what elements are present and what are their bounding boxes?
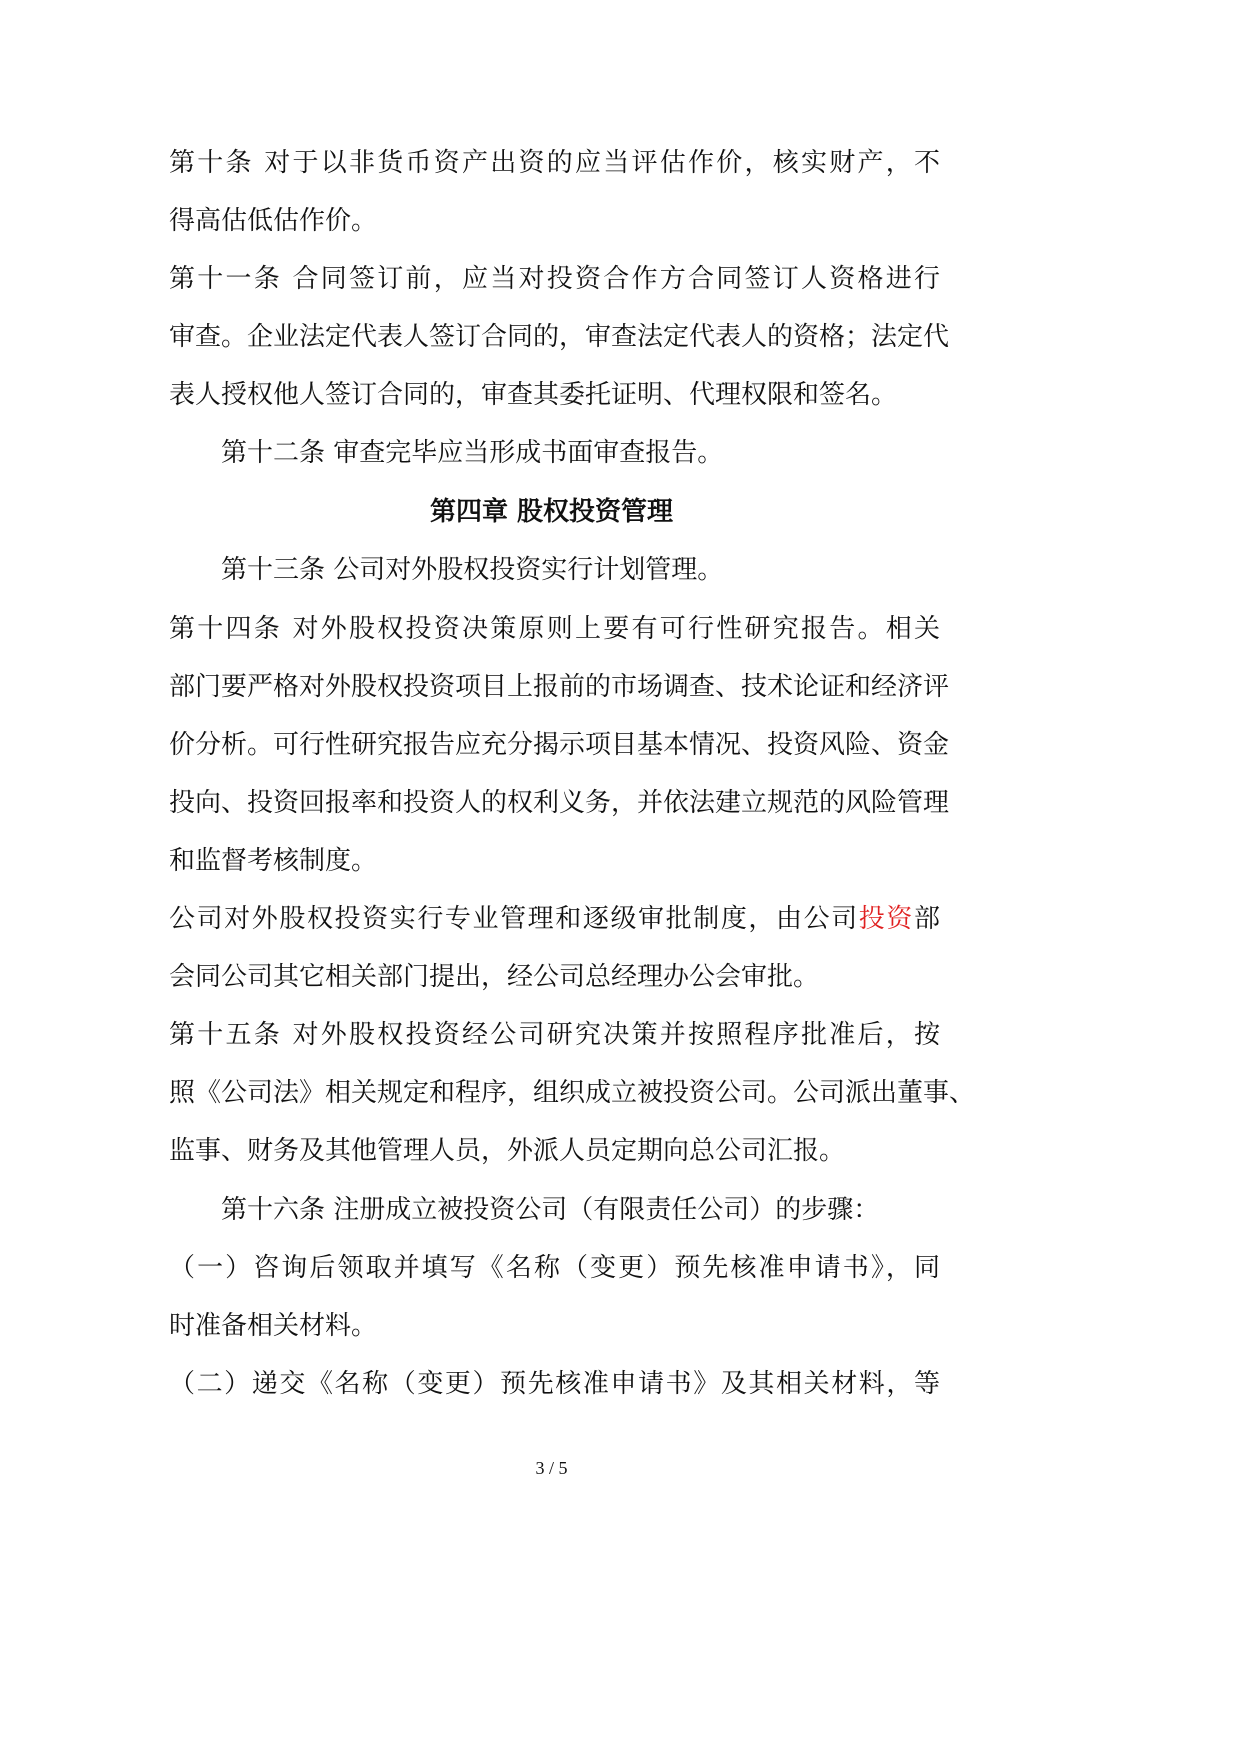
page-number: 3 / 5: [535, 1458, 568, 1478]
article-11-line-3: 表人授权他人签订合同的，审查其委托证明、代理权限和签名。: [169, 380, 898, 410]
article-14-para2-line-2: 会同公司其它相关部门提出，经公司总经理办公会审批。: [169, 962, 820, 992]
article-15-line-2: 照《公司法》相关规定和程序，组织成立被投资公司。公司派出董事、: [169, 1078, 976, 1108]
article-10-line-1: 第十条 对于以非货币资产出资的应当评估作价，核实财产，不: [169, 148, 940, 178]
article-11-line-2: 审查。企业法定代表人签订合同的，审查法定代表人的资格；法定代: [169, 322, 950, 352]
article-10-line-2: 得高估低估作价。: [169, 206, 378, 236]
article-16-line-1: 第十六条 注册成立被投资公司（有限责任公司）的步骤：: [221, 1195, 880, 1225]
article-14-line-1: 第十四条 对外股权投资决策原则上要有可行性研究报告。相关: [169, 614, 940, 644]
article-13-line-1: 第十三条 公司对外股权投资实行计划管理。: [221, 555, 724, 585]
article-15-line-3: 监事、财务及其他管理人员，外派人员定期向总公司汇报。: [169, 1136, 846, 1166]
chapter-heading: 第四章 股权投资管理: [429, 497, 674, 527]
article-16-item-2-line-1: （二）递交《名称（变更）预先核准申请书》及其相关材料，等: [169, 1369, 940, 1399]
article-14-line-3: 价分析。可行性研究报告应充分揭示项目基本情况、投资风险、资金: [169, 730, 950, 760]
article-14-line-5: 和监督考核制度。: [169, 846, 378, 876]
para2-text-after: 部: [913, 904, 940, 934]
article-15-line-1: 第十五条 对外股权投资经公司研究决策并按照程序批准后，按: [169, 1020, 940, 1050]
article-12-line-1: 第十二条 审查完毕应当形成书面审查报告。: [221, 438, 724, 468]
article-14-line-2: 部门要严格对外股权投资项目上报前的市场调查、技术论证和经济评: [169, 672, 950, 702]
article-14-line-4: 投向、投资回报率和投资人的权利义务，并依法建立规范的风险管理: [169, 788, 950, 818]
article-16-item-1-line-2: 时准备相关材料。: [169, 1311, 378, 1341]
article-16-item-1-line-1: （一）咨询后领取并填写《名称（变更）预先核准申请书》，同: [169, 1253, 940, 1283]
article-11-line-1: 第十一条 合同签订前，应当对投资合作方合同签订人资格进行: [169, 264, 940, 294]
article-14-para2-line-1: [169, 902, 940, 936]
para2-text-before: 公司对外股权投资实行专业管理和逐级审批制度，由公司: [169, 904, 859, 934]
highlighted-text: 投资: [858, 904, 914, 934]
